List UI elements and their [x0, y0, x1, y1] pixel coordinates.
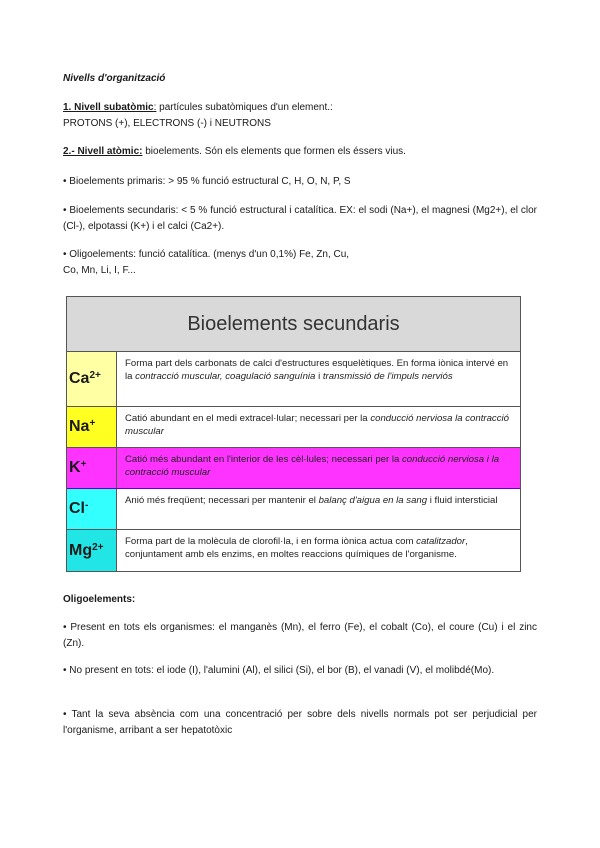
desc-text: Forma part de la molècula de clorofil·la, i en forma iònica actua com [125, 536, 417, 547]
bullet-present: • Present en tots els organismes: el manganès (Mn), el ferro (Fe), el cobalt (Co), el coure (Cu) i el zinc (Zn). [63, 622, 537, 649]
element-description [117, 530, 520, 571]
bullet-secundaris: • Bioelements secundaris: < 5 % funció estructural i catalítica. EX: el sodi (Na+), el magnesi (Mg2+), el clor (Cl-), elpotassi (K+) i el calci (Ca2+). [63, 205, 537, 232]
desc-italic: balanç d'aigua en la sang [318, 495, 428, 506]
element-symbol-k: K + [67, 448, 117, 488]
section-subatomic-colon: : [153, 102, 157, 113]
bullet-no-present: • No present en tots: el iode (I), l'alumini (Al), el silici (Si), el bor (B), el vanadi (V), el molibdé(Mo). [63, 665, 495, 676]
table-title: Bioelements secundaris [67, 297, 520, 352]
bullet-primaris: • Bioelements primaris: > 95 % funció estructural C, H, O, N, P, S [63, 176, 351, 187]
table-row [67, 407, 520, 448]
element-symbol-cl: Cl - [67, 489, 117, 529]
desc-italic: conducció nerviosa la contracció muscular [125, 413, 509, 437]
element-description [117, 407, 520, 447]
desc-text: Catió més abundant en l'interior de les cèl·lules; necessari per la [125, 454, 402, 465]
table-row [67, 352, 520, 407]
desc-text: i fluid intersticial [427, 495, 498, 506]
desc-italic: conducció nerviosa i la contracció muscular [125, 454, 500, 478]
element-symbol-ca: Ca $^{2+}$ [67, 352, 117, 406]
desc-text: Forma part dels carbonats de calci d'estructures esquelètiques. En forma iònica intervé en la [125, 358, 509, 382]
oligo-line-1: • Oligoelements: funció catalítica. (menys d'un 0,1%) Fe, Zn, Cu, [63, 249, 350, 260]
table-row [67, 448, 520, 489]
desc-text: i [315, 371, 323, 382]
desc-text: , conjuntament amb els enzims, en moltes reaccions químiques de l'organisme. [125, 536, 468, 560]
page-title: Nivells d'organització [63, 73, 166, 84]
section-atomic [63, 144, 537, 160]
section-subatomic-heading: 1. Nivell subatòmic [63, 102, 154, 113]
element-symbol-mg: Mg $^{2+}$ [67, 530, 117, 571]
element-description [117, 352, 520, 406]
element-name: K [69, 459, 81, 476]
bullet-absencia: • Tant la seva absència com una concentració per sobre dels nivells normals pot ser perjudicial per l'organisme, arribant a ser hepatotòxic [63, 709, 537, 736]
desc-italic: contracció muscular, coagulació sanguínia [135, 371, 316, 382]
desc-italic: catalitzador [416, 536, 466, 547]
element-name: Na [69, 418, 90, 435]
element-description [117, 489, 520, 529]
oligo-line-2: Co, Mn, Li, I, F... [63, 265, 136, 276]
element-symbol-na: Na + [67, 407, 117, 447]
bullet-oligoelements [63, 247, 537, 279]
section-atomic-heading: 2.- Nivell atòmic: [63, 146, 143, 157]
oligoelements-heading: Oligoelements: [63, 594, 136, 605]
section-subatomic [63, 100, 537, 132]
section-subatomic-particles: PROTONS (+), ELECTRONS (-) i NEUTRONS [63, 118, 271, 129]
desc-text: Anió més freqüent; necessari per mantenir el [125, 495, 319, 506]
element-name: Mg [69, 541, 93, 559]
desc-italic: transmissió de l'impuls nerviós [322, 371, 453, 382]
section-atomic-text: bioelements. Són els elements que formen els éssers vius. [142, 146, 406, 157]
element-name: Cl [69, 500, 85, 517]
element-description [117, 448, 520, 488]
table-row [67, 489, 520, 530]
section-subatomic-text: partícules subatòmiques d'un element.: [156, 102, 333, 113]
bioelements-table [66, 296, 521, 572]
element-name: Ca [69, 370, 90, 387]
desc-text: Catió abundant en el medi extracel·lular; necessari per la [125, 413, 371, 424]
table-row [67, 530, 520, 571]
